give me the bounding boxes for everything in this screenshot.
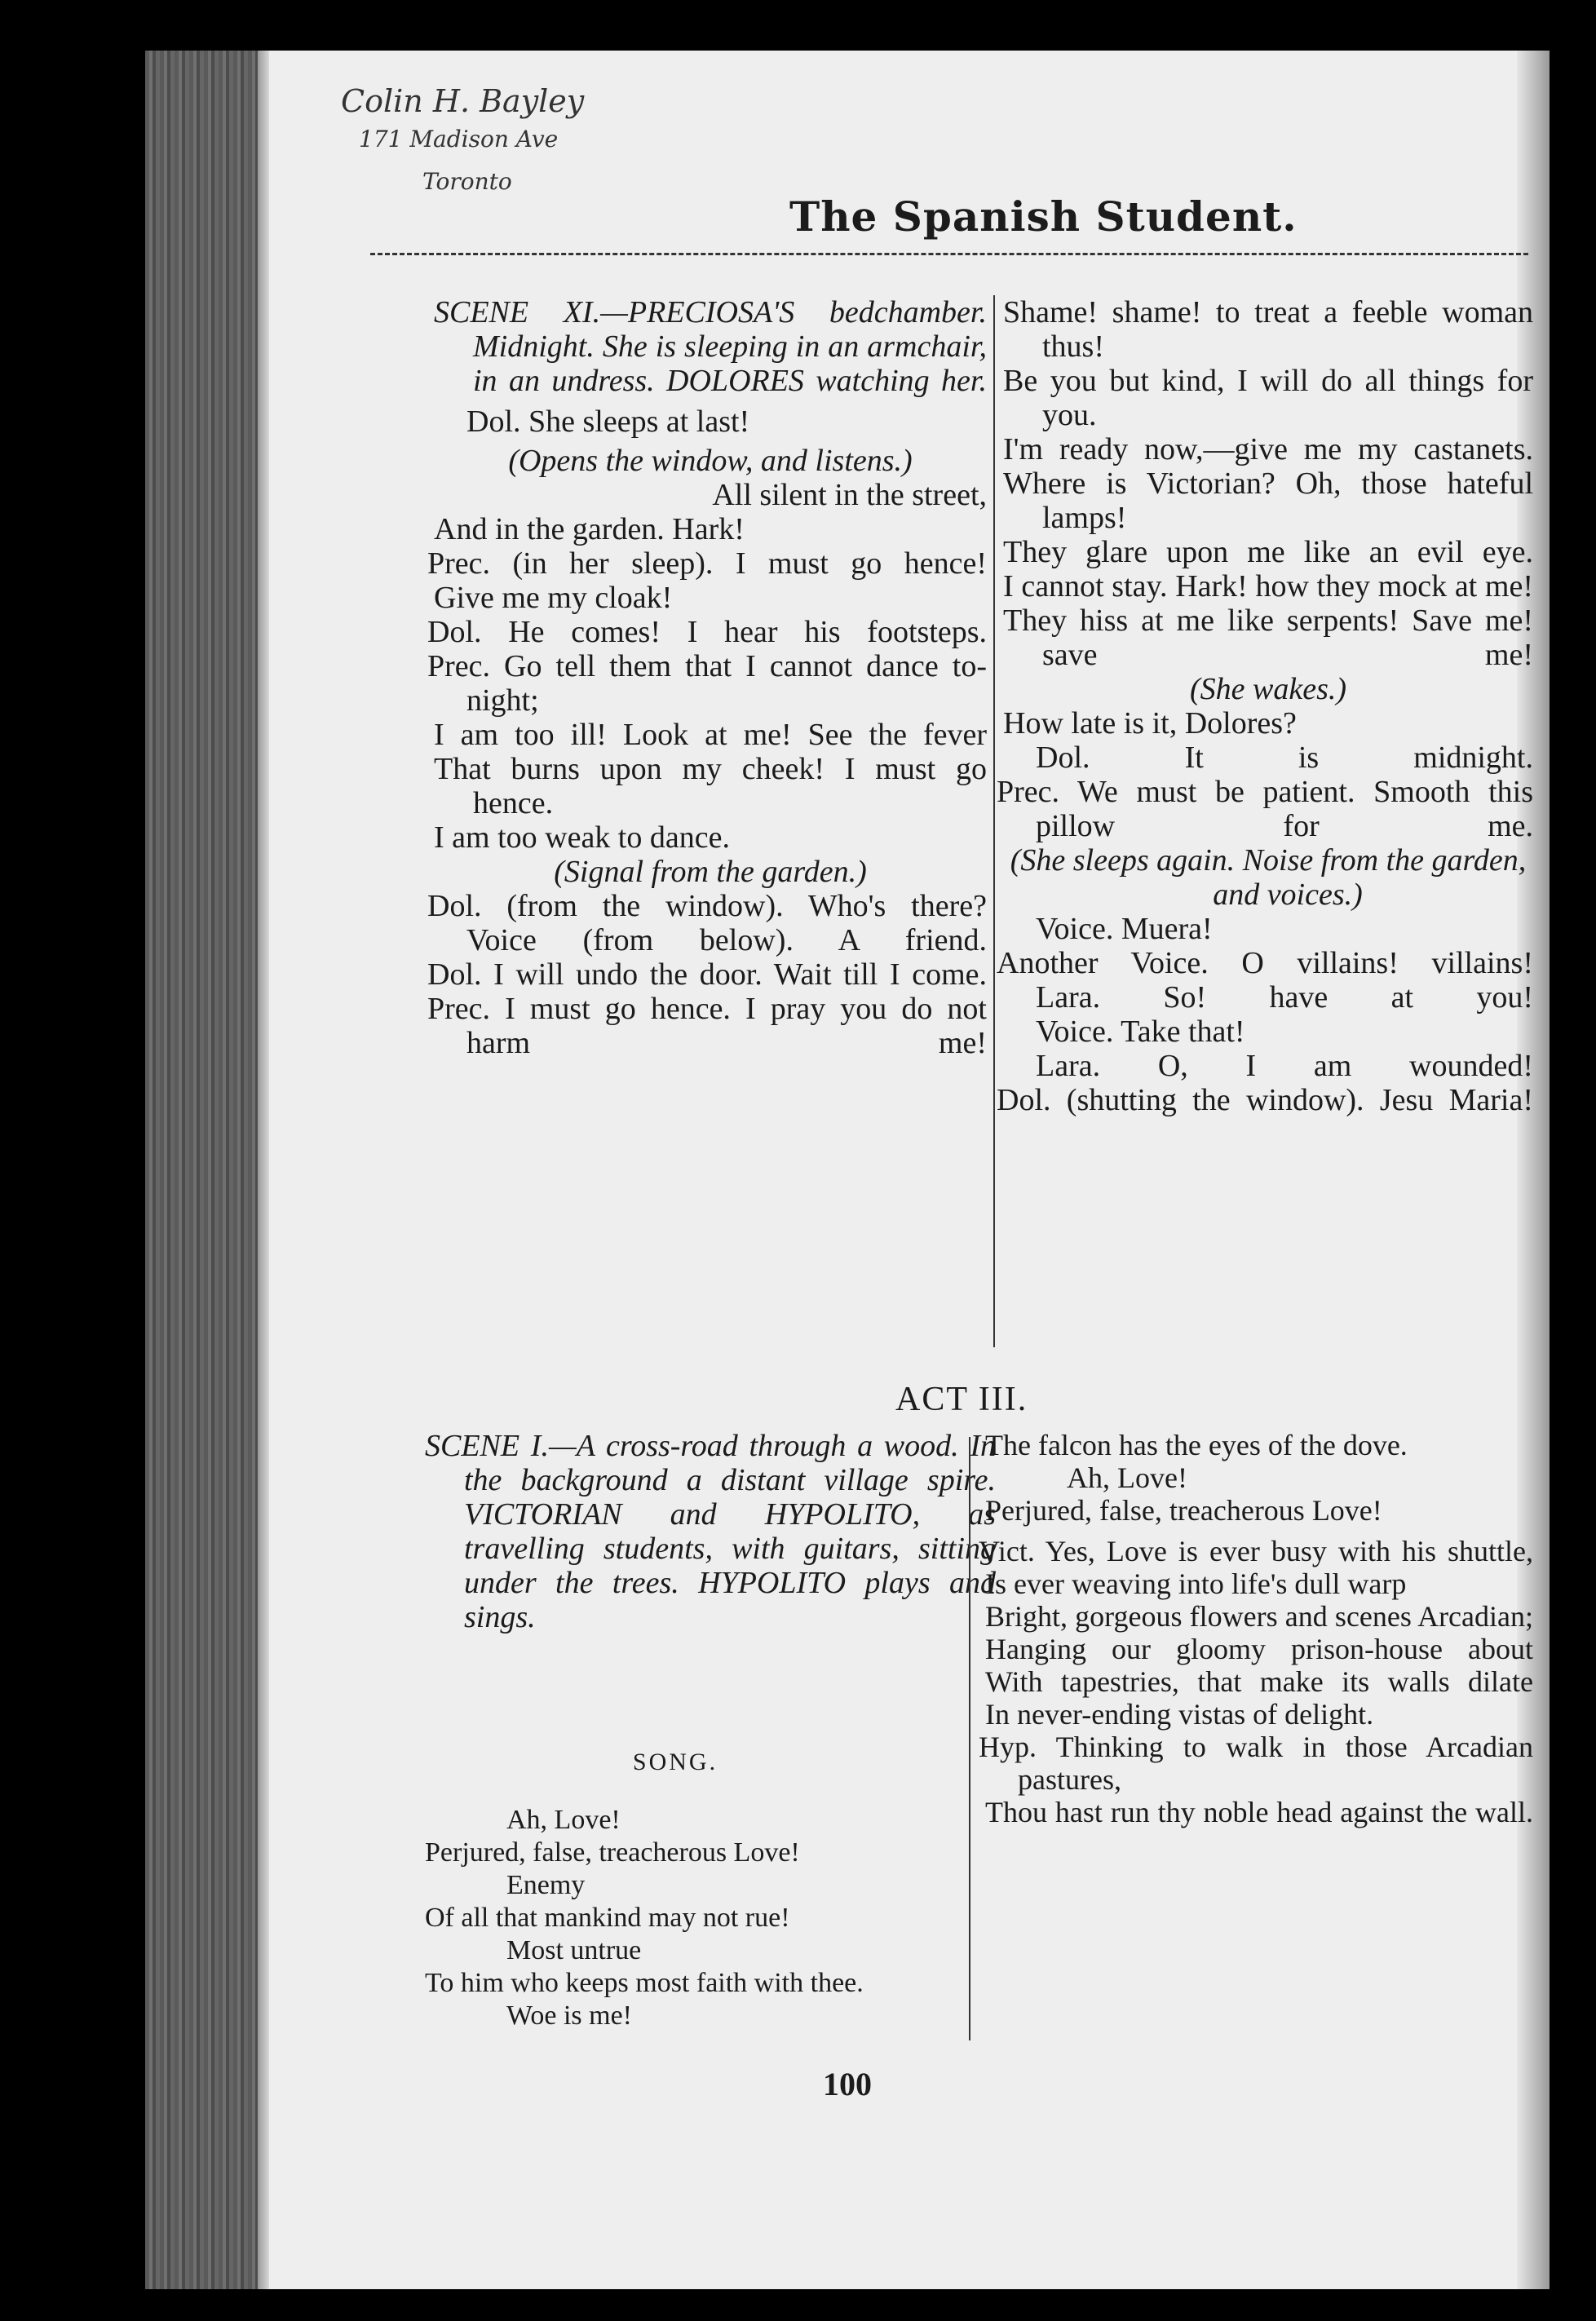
book-page (145, 51, 1550, 2289)
scene-heading: SCENE I.—A cross-road through a wood. In the background a distant village spire. VICTORIAN and HYPOLITO, as travelling students, with guitars, sitting under the trees. HYPOLITO plays and sings. (425, 1429, 996, 1634)
stage-direction: (Signal from the garden.) (554, 855, 867, 889)
inscription-city: Toronto (422, 168, 512, 195)
speech: Lara. O, I am wounded! (1036, 1049, 1533, 1083)
column-divider-bottom (969, 1437, 970, 2040)
stage-direction: (She sleeps again. Noise from the garden, and voices.) (1010, 843, 1527, 912)
speech: Voice. Muera! (1036, 912, 1213, 946)
right-column-top (997, 295, 1533, 1117)
verse-line: Shame! shame! to treat a feeble woman thus! (1003, 295, 1533, 364)
verse-line: Be you but kind, I will do all things for you. (1003, 364, 1533, 432)
book-spine (145, 51, 258, 2289)
song-line: Ah, Love! (1067, 1461, 1187, 1494)
verse-line: They hiss at me like serpents! Save me! save me! (1003, 603, 1533, 672)
song-line: Of all that mankind may not rue! (425, 1903, 790, 1933)
speech: Dol. (shutting the window). Jesu Maria! (997, 1083, 1533, 1117)
verse-line: Thou hast run thy noble head against the wall. (985, 1796, 1533, 1828)
verse-line: Where is Victorian? Oh, those hateful lamps! (1003, 466, 1533, 535)
verse-line: Give me my cloak! (434, 581, 673, 615)
inscription-name: Colin H. Bayley (341, 83, 585, 119)
left-column-bottom (425, 1429, 996, 1634)
verse-line: In never-ending vistas of delight. (985, 1698, 1374, 1731)
left-column-top (427, 295, 987, 1060)
song-line: Ah, Love! (506, 1805, 621, 1835)
speech: Dol. She sleeps at last! (466, 405, 750, 439)
verse-line: Bright, gorgeous flowers and scenes Arcadian; (985, 1600, 1533, 1633)
speech: Lara. So! have at you! (1036, 980, 1533, 1015)
verse-line: I am too ill! Look at me! See the fever (434, 718, 987, 752)
speech: Prec. Go tell them that I cannot dance to-night; (427, 649, 987, 718)
song-heading: SONG. (632, 1748, 718, 1775)
inscription-address: 171 Madison Ave (359, 126, 559, 153)
stage-direction: (She wakes.) (1189, 672, 1347, 706)
running-head: The Spanish Student. (789, 192, 1298, 241)
speech: Prec. (in her sleep). I must go hence! (427, 546, 987, 581)
speech: Prec. We must be patient. Smooth this pillow for me. (997, 775, 1533, 843)
speech: Dol. I will undo the door. Wait till I come. (427, 957, 987, 992)
speech: Vict. Yes, Love is ever busy with his shuttle, (979, 1535, 1533, 1567)
song-line: The falcon has the eyes of the dove. (985, 1429, 1408, 1461)
page-number: 100 (823, 2066, 872, 2102)
song-line: Enemy (506, 1870, 586, 1900)
header-rule (370, 253, 1528, 255)
verse-line: That burns upon my cheek! I must go hence. (434, 752, 987, 820)
right-column-bottom (979, 1429, 1533, 1828)
speech: Hyp. Thinking to walk in those Arcadian pastures, (979, 1731, 1533, 1796)
verse-line: And in the garden. Hark! (434, 512, 745, 546)
song-line: Perjured, false, treacherous Love! (425, 1837, 800, 1868)
verse-line: Hanging our gloomy prison-house about (985, 1633, 1533, 1665)
act-heading: ACT III. (895, 1381, 1028, 1418)
verse-line: They glare upon me like an evil eye. (1003, 535, 1533, 569)
verse-line: All silent in the street, (712, 478, 987, 512)
speech: Dol. It is midnight. (1036, 741, 1533, 775)
speech: Voice. Take that! (1036, 1015, 1245, 1049)
spine-edge (258, 51, 269, 2289)
song-line: Most untrue (506, 1935, 642, 1965)
verse-line: Is ever weaving into life's dull warp (985, 1567, 1407, 1600)
stage-direction: (Opens the window, and listens.) (508, 444, 913, 478)
song-lyrics (425, 1804, 996, 2032)
verse-line: I am too weak to dance. (434, 820, 730, 855)
verse-line: How late is it, Dolores? (1003, 706, 1297, 741)
speech: Dol. He comes! I hear his footsteps. (427, 615, 987, 649)
scene-heading: SCENE XI.—PRECIOSA'S bedchamber. Midnight. She is sleeping in an armchair, in an undress. DOLORES watching her. (434, 295, 987, 398)
speech: Dol. (from the window). Who's there? (427, 889, 987, 923)
handwritten-inscription (341, 83, 634, 238)
speech: Another Voice. O villains! villains! (997, 946, 1533, 980)
column-divider-top (993, 295, 995, 1347)
song-line: To him who keeps most faith with thee. (425, 1968, 864, 1998)
verse-line: I'm ready now,—give me my castanets. (1003, 432, 1533, 466)
song-line: Woe is me! (506, 2000, 632, 2031)
song-line: Perjured, false, treacherous Love! (985, 1494, 1382, 1527)
verse-line: With tapestries, that make its walls dilate (985, 1665, 1533, 1698)
verse-line: I cannot stay. Hark! how they mock at me! (1003, 569, 1533, 603)
speech: Voice (from below). A friend. (466, 923, 987, 957)
speech: Prec. I must go hence. I pray you do not harm me! (427, 992, 987, 1060)
